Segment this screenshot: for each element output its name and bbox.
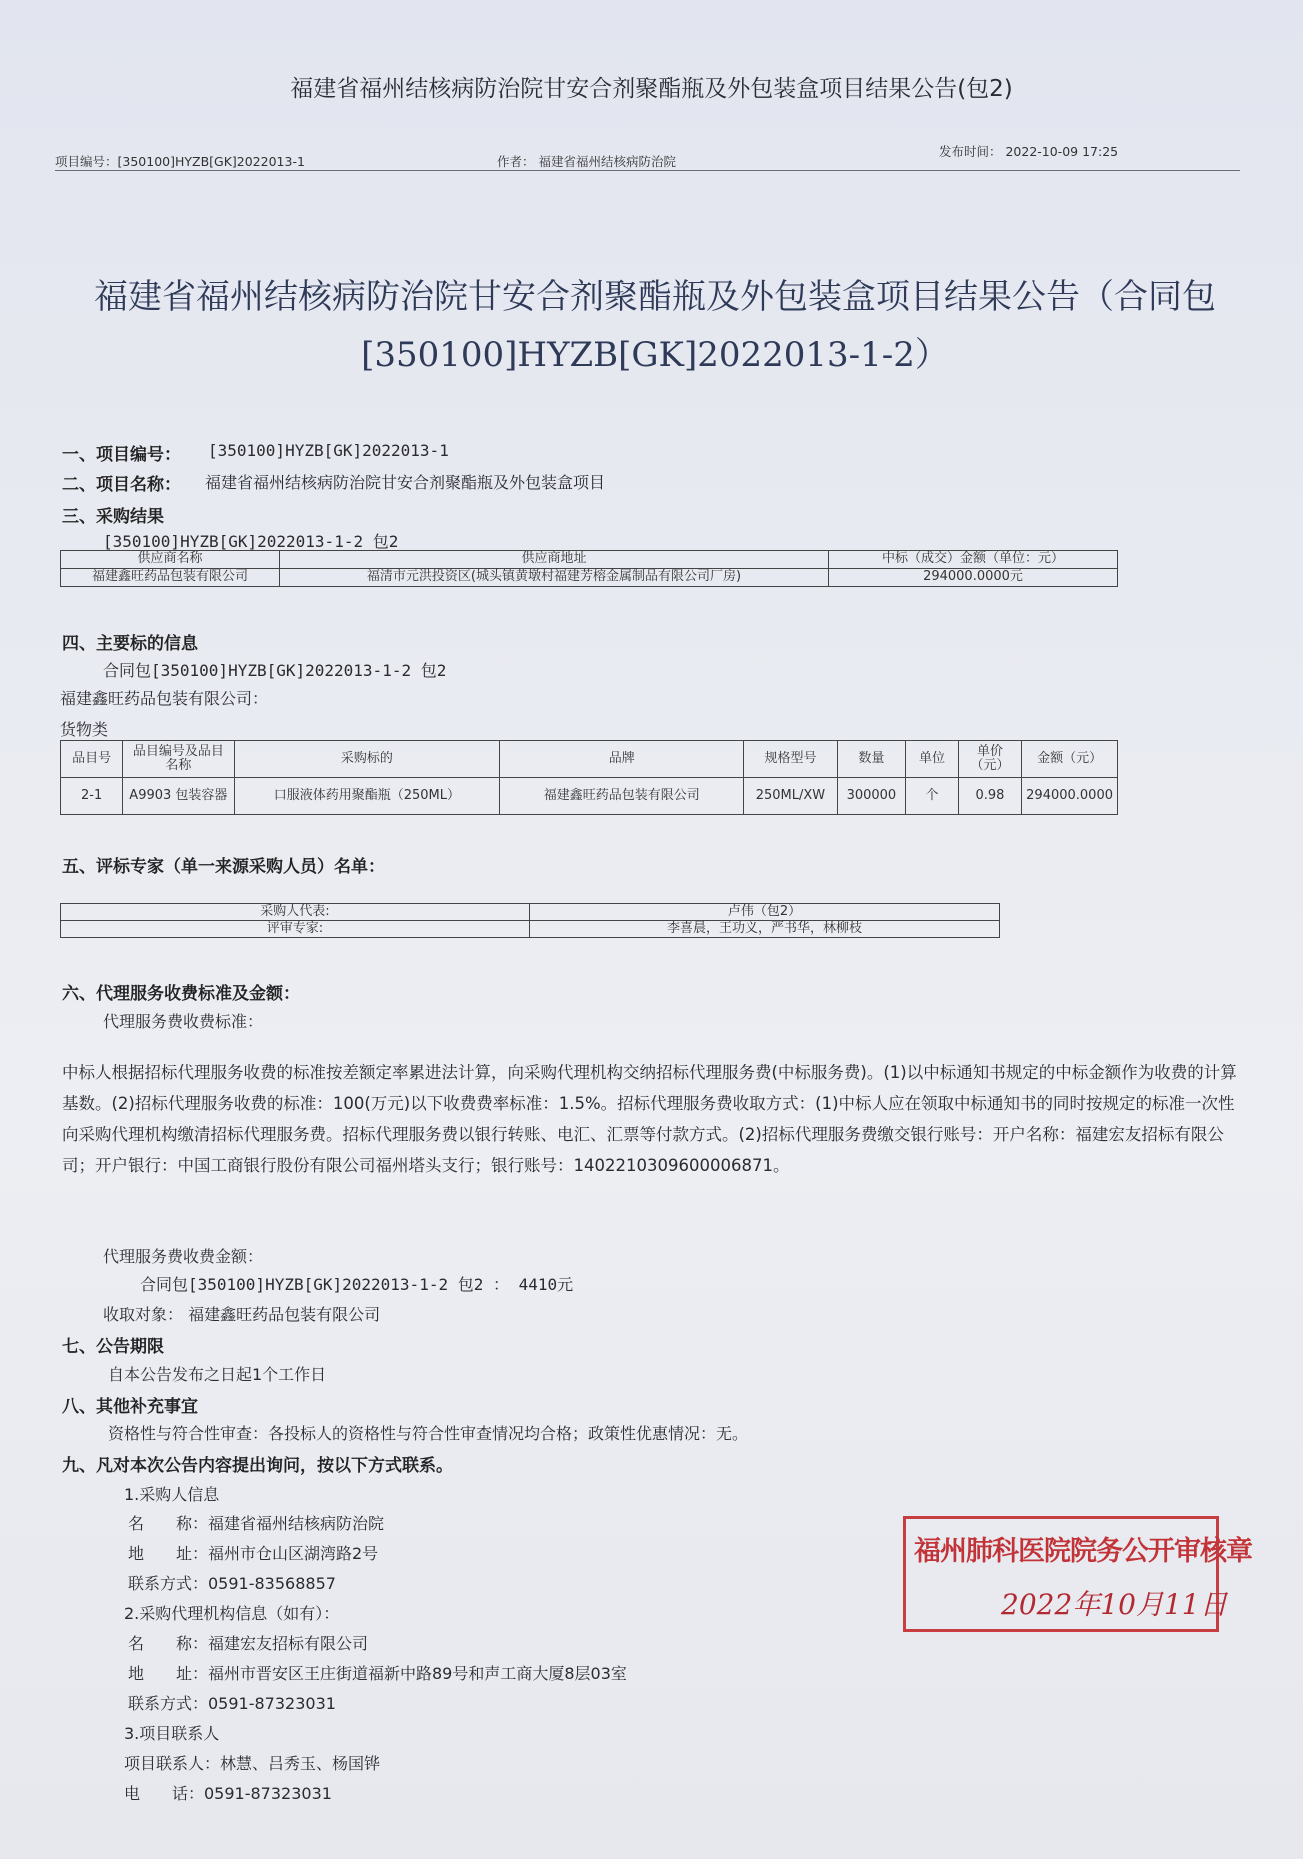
- contact-heading: 3.项目联系人: [124, 1724, 220, 1743]
- cell-role: 采购人代表:: [61, 904, 530, 921]
- s3-package: [350100]HYZB[GK]2022013-1-2 包2: [103, 532, 399, 551]
- cell-brand: 福建鑫旺药品包装有限公司: [500, 778, 744, 815]
- stamp-org: 福州肺科医院院务公开审核章: [914, 1536, 1252, 1567]
- header-project-no: 项目编号：[350100]HYZB[GK]2022013-1: [55, 154, 305, 169]
- cell-unit: 个: [906, 778, 959, 815]
- th-award-amount: 中标（成交）金额（单位：元）: [829, 551, 1118, 569]
- agent-name: 名 称：福建宏友招标有限公司: [128, 1634, 369, 1653]
- s1-label: 一、项目编号：: [62, 445, 181, 465]
- s4-label: 四、主要标的信息: [62, 634, 198, 654]
- s6-payer: 收取对象： 福建鑫旺药品包装有限公司: [103, 1305, 381, 1324]
- th-item-no: 品目号: [61, 741, 123, 778]
- main-title: 福建省福州结核病防治院甘安合剂聚酯瓶及外包装盒项目结果公告（合同包[350100]HYZB[GK]2022013-1-2）: [94, 277, 1216, 375]
- main-item-table: [60, 740, 1118, 815]
- contact-phone: 电 话：0591-87323031: [124, 1784, 332, 1803]
- table-row: [61, 904, 1000, 921]
- buyer-phone: 联系方式：0591-83568857: [128, 1574, 336, 1593]
- cell-subject: 口服液体药用聚酯瓶（250ML）: [234, 778, 500, 815]
- official-stamp: [903, 1516, 1252, 1632]
- purchase-result-table: [60, 550, 1118, 587]
- th-quantity: 数量: [837, 741, 906, 778]
- th-unit: 单位: [906, 741, 959, 778]
- s5-label: 五、评标专家（单一来源采购人员）名单：: [62, 857, 385, 877]
- table-row: [61, 569, 1118, 587]
- s6-label: 六、代理服务收费标准及金额：: [62, 984, 300, 1004]
- s6-sub: 代理服务费收费标准：: [103, 1012, 264, 1031]
- cell-unit-price: 0.98: [958, 778, 1021, 815]
- agent-heading: 2.采购代理机构信息（如有）：: [124, 1604, 340, 1623]
- header-divider: [55, 170, 1240, 171]
- s2-value: 福建省福州结核病防治院甘安合剂聚酯瓶及外包装盒项目: [205, 473, 606, 492]
- s7-text: 自本公告发布之日起1个工作日: [108, 1365, 327, 1384]
- cell-award-amount: 294000.0000元: [829, 569, 1118, 587]
- table-header-row: [61, 551, 1118, 569]
- th-unit-price: 单价（元）: [958, 741, 1021, 778]
- stamp-date: 2022年10月11日: [1001, 1588, 1228, 1621]
- th-amount: 金额（元）: [1022, 741, 1118, 778]
- s2-label: 二、项目名称：: [62, 475, 181, 495]
- th-supplier-name: 供应商名称: [61, 551, 280, 569]
- cell-role: 评审专家:: [61, 921, 530, 938]
- expert-table: [60, 903, 1000, 938]
- header-author: 作者： 福建省福州结核病防治院: [497, 154, 676, 169]
- s1-value: [350100]HYZB[GK]2022013-1: [208, 441, 449, 460]
- cell-item-no: 2-1: [61, 778, 123, 815]
- s4-category: 货物类: [60, 720, 109, 739]
- cell-spec: 250ML/XW: [744, 778, 837, 815]
- table-row: [61, 921, 1000, 938]
- s4-company: 福建鑫旺药品包装有限公司：: [60, 689, 269, 708]
- cell-person: 卢伟（包2）: [530, 904, 1000, 921]
- s3-label: 三、采购结果: [62, 507, 164, 527]
- header-title: 福建省福州结核病防治院甘安合剂聚酯瓶及外包装盒项目结果公告(包2): [290, 76, 1013, 102]
- s9-label: 九、凡对本次公告内容提出询问，按以下方式联系。: [62, 1456, 453, 1476]
- th-supplier-address: 供应商地址: [280, 551, 829, 569]
- header-publish-time: 发布时间： 2022-10-09 17:25: [939, 144, 1119, 159]
- cell-item-code: A9903 包装容器: [123, 778, 234, 815]
- s8-text: 资格性与符合性审查：各投标人的资格性与符合性审查情况均合格；政策性优惠情况：无。: [108, 1424, 749, 1443]
- buyer-address: 地 址：福州市仓山区湖湾路2号: [128, 1544, 379, 1563]
- th-subject: 采购标的: [234, 741, 500, 778]
- contact-names: 项目联系人：林慧、吕秀玉、杨国铧: [124, 1754, 381, 1773]
- buyer-name: 名 称：福建省福州结核病防治院: [128, 1514, 385, 1533]
- s7-label: 七、公告期限: [62, 1337, 164, 1357]
- th-item-code: 品目编号及品目名称: [123, 741, 234, 778]
- s8-label: 八、其他补充事宜: [62, 1397, 198, 1417]
- th-spec: 规格型号: [744, 741, 837, 778]
- th-brand: 品牌: [500, 741, 744, 778]
- s6-amount: 合同包[350100]HYZB[GK]2022013-1-2 包2 ： 4410元: [140, 1275, 574, 1294]
- agent-address: 地 址：福州市晋安区王庄街道福新中路89号和声工商大厦8层03室: [128, 1664, 627, 1683]
- cell-amount: 294000.0000: [1022, 778, 1118, 815]
- s6-paragraph: 中标人根据招标代理服务收费的标准按差额定率累进法计算，向采购代理机构交纳招标代理服务费(中标服务费)。(1)以中标通知书规定的中标金额作为收费的计算基数。(2)招标代理服务收费的标准：100(万元)以下收费费率标准：1.5%。招标代理服务费收取方式：(1)中标人应在领取中标通知书的同时按规定的标准一次性向采购代理机构缴清招标代理服务费。招标代理服务费以银行转账、电汇、汇票等付款方式。(2)招标代理服务费缴交银行账号：开户名称：福建宏友招标有限公司；开户银行：中国工商银行股份有限公司福州塔头支行；银行账号：1402210309600006871。: [62, 1063, 1237, 1175]
- table-header-row: [61, 741, 1118, 778]
- cell-quantity: 300000: [837, 778, 906, 815]
- cell-supplier-address: 福清市元洪投资区(城头镇黄墩村福建芳榕金属制品有限公司厂房): [280, 569, 829, 587]
- agent-phone: 联系方式：0591-87323031: [128, 1694, 336, 1713]
- s6-amount-label: 代理服务费收费金额：: [103, 1247, 264, 1266]
- buyer-heading: 1.采购人信息: [124, 1485, 220, 1504]
- cell-person: 李喜晨，王功义，严书华，林柳枝: [530, 921, 1000, 938]
- cell-supplier-name: 福建鑫旺药品包装有限公司: [61, 569, 280, 587]
- s4-package: 合同包[350100]HYZB[GK]2022013-1-2 包2: [103, 661, 447, 680]
- table-row: [61, 778, 1118, 815]
